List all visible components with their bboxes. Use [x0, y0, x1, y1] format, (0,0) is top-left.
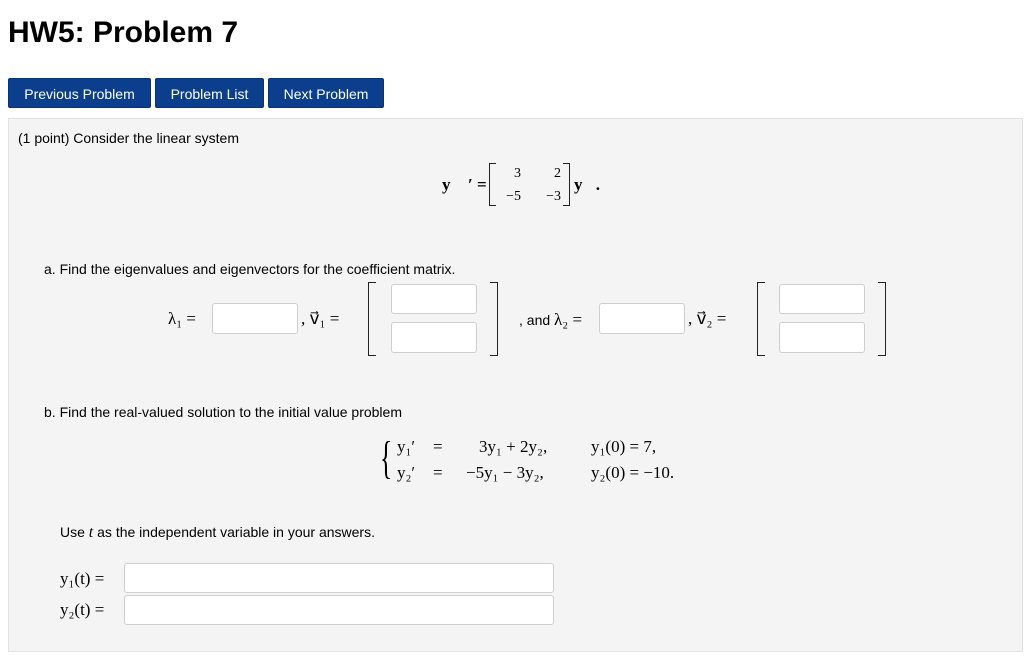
- eq2-rhs: −5y₁ − 3y₂,: [466, 463, 544, 482]
- eq2-equals: =: [433, 463, 443, 482]
- matrix-cell: −5: [506, 189, 521, 204]
- part-a-prompt: a. Find the eigenvalues and eigenvectors for the coefficient matrix.: [44, 261, 456, 277]
- lambda1-label: λ₁ =: [168, 309, 197, 328]
- v2-component-2-input[interactable]: [779, 322, 865, 353]
- v2-component-1-input[interactable]: [779, 284, 865, 314]
- v1-label: , v⃗₁ =: [301, 309, 340, 328]
- matrix-left-bracket: [489, 163, 496, 206]
- matrix-cell: 3: [514, 166, 521, 181]
- independent-variable-note: Use t as the independent variable in your answers.: [60, 524, 375, 541]
- eq2-lhs: y₂′: [397, 463, 416, 482]
- system-brace: {: [380, 432, 393, 483]
- v1-component-1-input[interactable]: [391, 284, 477, 314]
- part-b-prompt: b. Find the real-valued solution to the initial value problem: [44, 404, 402, 420]
- v2-right-bracket: [878, 282, 886, 356]
- page-title: HW5: Problem 7: [8, 16, 239, 49]
- lambda1-input[interactable]: [212, 303, 298, 334]
- matrix-cell: −3: [546, 189, 561, 204]
- problem-intro: (1 point) Consider the linear system: [18, 130, 239, 146]
- v2-left-bracket: [757, 282, 765, 356]
- eq1-initial-condition: y₁(0) = 7,: [591, 437, 657, 456]
- system-lhs: y⃗ ′ =: [442, 175, 487, 194]
- v1-component-2-input[interactable]: [391, 322, 477, 353]
- y2-answer-input[interactable]: [124, 595, 554, 625]
- eq1-equals: =: [433, 437, 443, 456]
- v1-right-bracket: [490, 282, 498, 356]
- eq1-rhs: 3y₁ + 2y₂,: [479, 437, 548, 456]
- y1-answer-input[interactable]: [124, 563, 554, 593]
- problem-list-button[interactable]: Problem List: [155, 78, 264, 108]
- eq1-lhs: y₁′: [397, 437, 416, 456]
- and-lambda2-label: , and λ₂ =: [519, 310, 583, 329]
- system-rhs: y⃗.: [574, 175, 600, 194]
- v1-left-bracket: [368, 282, 376, 356]
- previous-problem-button[interactable]: Previous Problem: [8, 78, 151, 108]
- matrix-right-bracket: [563, 163, 570, 206]
- lambda2-input[interactable]: [599, 303, 685, 334]
- v2-label: , v⃗₂ =: [688, 309, 727, 328]
- next-problem-button[interactable]: Next Problem: [268, 78, 384, 108]
- y2-label: y₂(t) =: [60, 600, 105, 619]
- y1-label: y₁(t) =: [60, 569, 105, 588]
- matrix-cell: 2: [554, 166, 561, 181]
- eq2-initial-condition: y₂(0) = −10.: [591, 463, 675, 482]
